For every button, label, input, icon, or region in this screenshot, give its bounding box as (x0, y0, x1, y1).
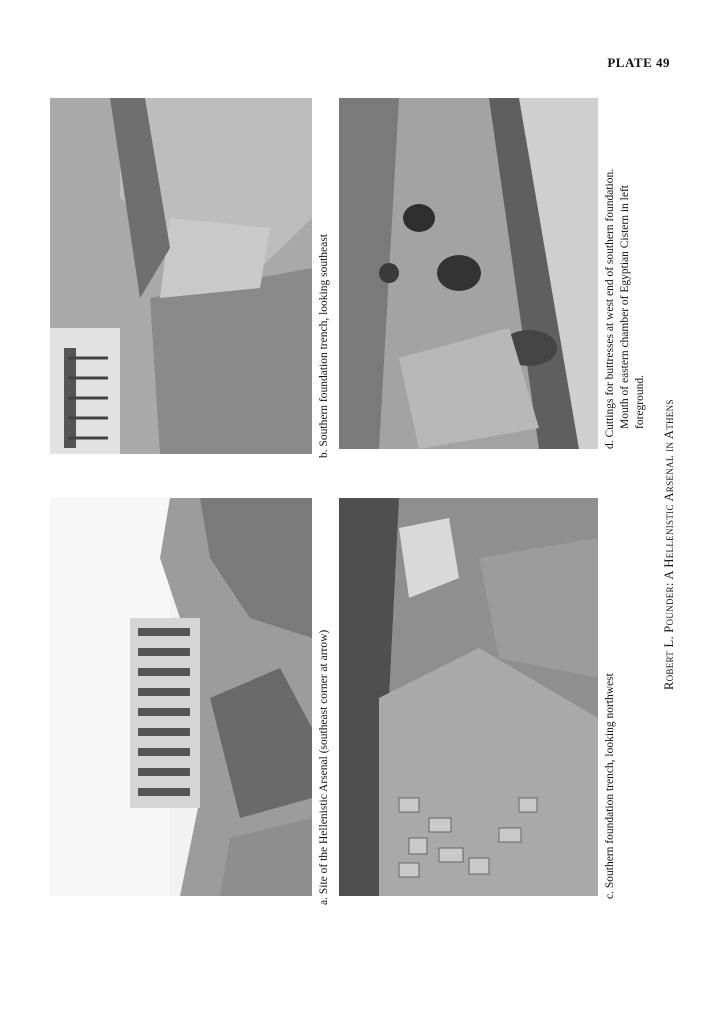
caption-d-line-3: foreground. (634, 375, 646, 429)
photo-d-buttress-cuttings (339, 98, 598, 449)
photo-b-foundation-trench-southeast (50, 98, 312, 454)
caption-c: c. Southern foundation trench, looking northwest (604, 673, 616, 899)
photo-c-foundation-trench-northwest (339, 498, 598, 896)
caption-d-line-1: d. Cuttings for buttresses at west end of southern foundation. (604, 168, 616, 449)
plate-label: PLATE 49 (607, 55, 670, 70)
photo-a-site-of-arsenal (50, 498, 312, 896)
caption-b: b. Southern foundation trench, looking southeast (318, 234, 330, 458)
plate-credit: Robert L. Pounder: A Hellenistic Arsenal in Athens (662, 399, 676, 690)
caption-a: a. Site of the Hellenistic Arsenal (southeast corner at arrow) (318, 629, 330, 905)
caption-d-line-2: Mouth of eastern chamber of Egyptian Cistern in left (619, 185, 631, 429)
